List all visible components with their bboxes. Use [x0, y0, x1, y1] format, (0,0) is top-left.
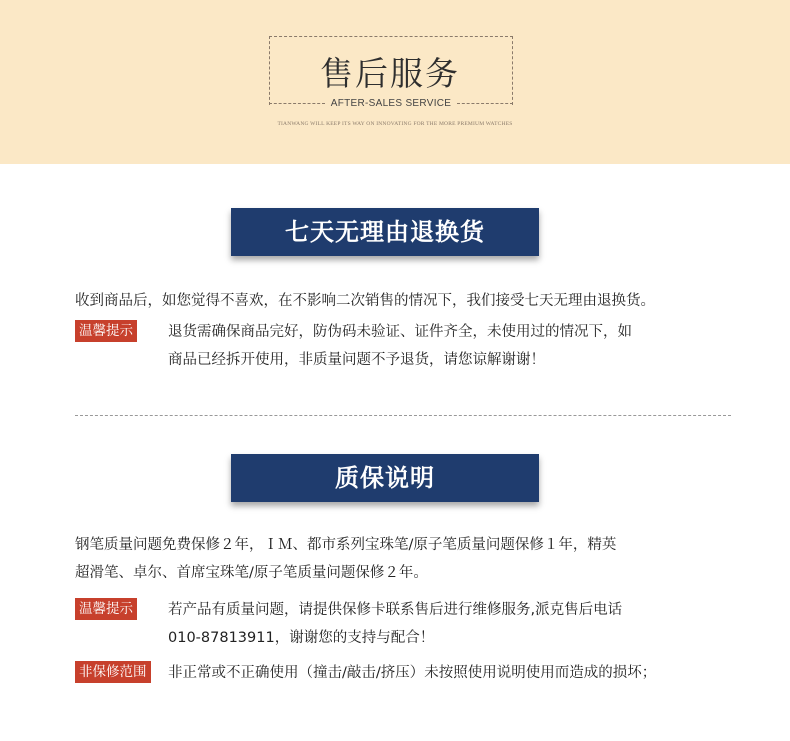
header-tagline: TIANWANG WILL KEEP ITS WAY ON INNOVATING FOR THE MORE PREMIUM WATCHES: [277, 121, 513, 127]
tip-tag: 温馨提示: [75, 598, 137, 620]
warranty-banner: 质保说明: [231, 454, 539, 502]
header-subtitle: AFTER-SALES SERVICE: [330, 97, 452, 109]
tip-tag: 温馨提示: [75, 320, 137, 342]
tip-text-line: 退货需确保商品完好，防伪码未验证、证件齐全，未使用过的情况下，如: [168, 324, 632, 340]
page-title: 售后服务: [320, 54, 460, 93]
return-policy-text: 收到商品后，如您觉得不喜欢，在不影响二次销售的情况下，我们接受七天无理由退换货。: [75, 293, 655, 309]
exclusion-text: 非正常或不正确使用（撞击/敲击/挤压）未按照使用说明使用而造成的损坏；: [168, 665, 657, 681]
exclusion-tag: 非保修范围: [75, 661, 151, 683]
tip-text-line: 若产品有质量问题，请提供保修卡联系售后进行维修服务,派克售后电话: [168, 602, 623, 618]
section-divider: [75, 415, 731, 416]
tip-text-line: 010-87813911，谢谢您的支持与配合！: [168, 630, 435, 646]
tip-text-line: 商品已经拆开使用，非质量问题不予退货，请您谅解谢谢！: [168, 352, 545, 368]
divider: [269, 103, 325, 104]
warranty-text-line: 钢笔质量问题免费保修２年，ＩＭ、都市系列宝珠笔/原子笔质量问题保修１年，精英: [75, 537, 617, 553]
divider: [457, 103, 513, 104]
header-subtitle-row: [269, 95, 513, 111]
warranty-text-line: 超滑笔、卓尔、首席宝珠笔/原子笔质量问题保修２年。: [75, 565, 428, 581]
return-policy-banner: 七天无理由退换货: [231, 208, 539, 256]
